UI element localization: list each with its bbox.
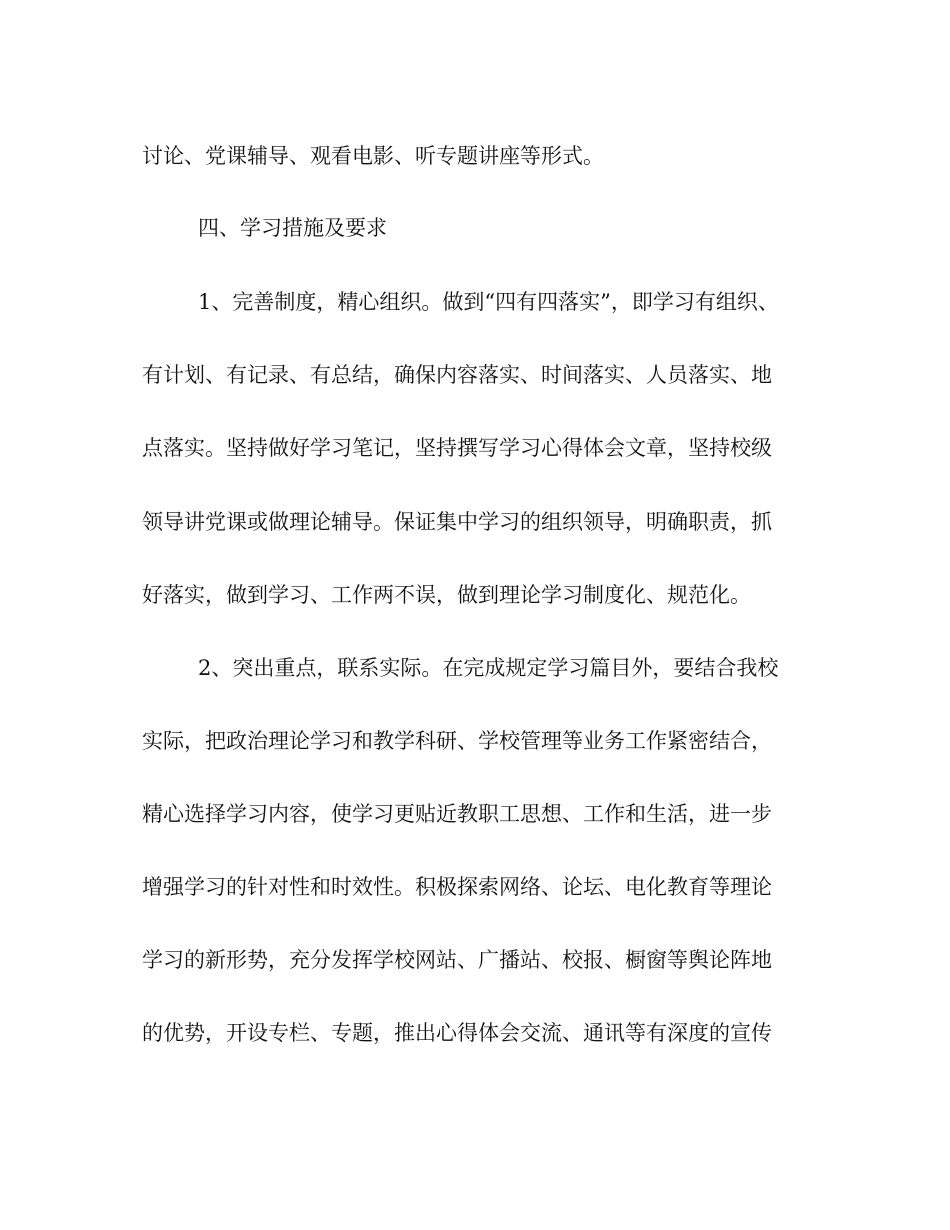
text-line: 有计划、有记录、有总结，确保内容落实、时间落实、人员落实、地 — [142, 363, 772, 387]
text-line: 实际，把政治理论学习和教学科研、学校管理等业务工作紧密结合， — [142, 729, 772, 753]
text-line: 的优势，开设专栏、专题，推出心得体会交流、通讯等有深度的宣传 — [142, 1021, 772, 1045]
text-line: 点落实。坚持做好学习笔记，坚持撰写学习心得体会文章，坚持校级 — [142, 436, 772, 460]
text-line: 增强学习的针对性和时效性。积极探索网络、论坛、电化教育等理论 — [142, 875, 772, 899]
text-line: 1、完善制度，精心组织。做到“四有四落实”，即学习有组织、 — [198, 290, 779, 314]
text-line: 学习的新形势，充分发挥学校网站、广播站、校报、橱窗等舆论阵地 — [142, 948, 772, 972]
text-line: 好落实，做到学习、工作两不误，做到理论学习制度化、规范化。 — [142, 583, 751, 607]
text-line: 领导讲党课或做理论辅导。保证集中学习的组织领导，明确职责，抓 — [142, 510, 772, 534]
text-line: 2、突出重点，联系实际。在完成规定学习篇目外，要结合我校 — [198, 656, 779, 680]
text-line: 精心选择学习内容，使学习更贴近教职工思想、工作和生活，进一步 — [142, 802, 772, 826]
section-heading: 四、学习措施及要求 — [198, 216, 387, 240]
text-line: 讨论、党课辅导、观看电影、听专题讲座等形式。 — [142, 144, 604, 168]
